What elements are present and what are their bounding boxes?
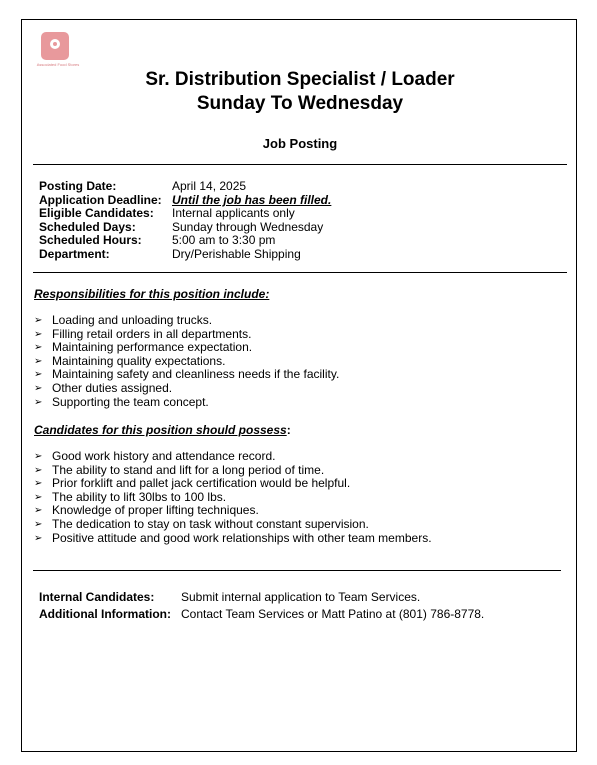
info-value: Internal applicants only: [172, 206, 295, 221]
list-item: [34, 396, 339, 410]
arrow-bullet-icon: ➢: [34, 518, 43, 530]
list-item-text: Knowledge of proper lifting techniques.: [52, 503, 259, 518]
list-item: [34, 314, 339, 328]
info-row: [39, 248, 331, 262]
company-logo: [34, 32, 82, 70]
list-item-text: Positive attitude and good work relationships with other team members.: [52, 530, 432, 545]
info-row: [39, 234, 331, 248]
info-label: Eligible Candidates:: [39, 206, 154, 221]
list-item: [34, 328, 339, 342]
list-item: [34, 450, 432, 464]
contact-label: Internal Candidates:: [39, 590, 155, 604]
info-value-deadline: Until the job has been filled.: [172, 192, 332, 207]
arrow-bullet-icon: ➢: [34, 382, 43, 394]
list-item-text: Loading and unloading trucks.: [52, 313, 213, 327]
list-item-text: Maintaining performance expectation.: [52, 340, 253, 355]
candidates-list: [34, 450, 432, 545]
arrow-bullet-icon: ➢: [34, 396, 43, 408]
posting-info-table: [39, 180, 331, 262]
list-item-text: Maintaining safety and cleanliness needs if the facility.: [52, 367, 340, 382]
arrow-bullet-icon: ➢: [34, 478, 43, 490]
responsibilities-list: [34, 314, 339, 409]
info-value: April 14, 2025: [172, 179, 247, 193]
document-subtitle: Job Posting: [262, 136, 338, 151]
list-item-text: Prior forklift and pallet jack certification would be helpful.: [52, 476, 351, 491]
responsibilities-heading: [34, 287, 269, 301]
info-label: Department:: [39, 246, 110, 261]
logo-mark-icon: [41, 32, 69, 60]
info-row: [39, 194, 331, 208]
contact-info-table: [39, 589, 484, 623]
list-item: [34, 532, 432, 546]
arrow-bullet-icon: ➢: [34, 369, 43, 381]
info-value: Dry/Perishable Shipping: [172, 246, 301, 261]
arrow-bullet-icon: ➢: [34, 355, 43, 367]
list-item-text: Other duties assigned.: [52, 380, 173, 395]
contact-value: Contact Team Services or Matt Patino at (801) 786-8778.: [181, 607, 485, 621]
info-value: 5:00 am to 3:30 pm: [172, 233, 276, 248]
info-row: [39, 180, 331, 194]
candidates-heading-text: Candidates for this position should possess: [34, 423, 287, 437]
list-item-text: The ability to lift 30lbs to 100 lbs.: [52, 489, 227, 504]
list-item: [34, 355, 339, 369]
list-item-text: Maintaining quality expectations.: [52, 353, 226, 368]
info-label: Application Deadline:: [39, 192, 162, 207]
divider-top: [33, 164, 567, 165]
list-item: [34, 464, 432, 478]
arrow-bullet-icon: ➢: [34, 342, 43, 354]
candidates-heading: [34, 423, 291, 437]
document-page: [21, 19, 577, 752]
contact-row: [39, 606, 484, 623]
list-item-text: The ability to stand and lift for a long period of time.: [52, 462, 325, 477]
job-title-line1: Sr. Distribution Specialist / Loader: [145, 69, 455, 90]
responsibilities-heading-text: Responsibilities for this position include:: [34, 287, 270, 301]
list-item: [34, 368, 339, 382]
list-item: [34, 504, 432, 518]
info-label: Scheduled Hours:: [39, 233, 142, 248]
info-row: [39, 221, 331, 235]
list-item-text: Filling retail orders in all departments.: [52, 326, 252, 341]
divider-middle: [33, 272, 567, 273]
arrow-bullet-icon: ➢: [34, 451, 43, 462]
divider-bottom: [33, 570, 561, 571]
job-title-line2: Sunday To Wednesday: [196, 93, 404, 114]
list-item: [34, 477, 432, 491]
info-label: Scheduled Days:: [39, 219, 136, 234]
list-item: [34, 341, 339, 355]
list-item: [34, 491, 432, 505]
arrow-bullet-icon: ➢: [34, 328, 43, 340]
info-label: Posting Date:: [39, 179, 117, 193]
list-item: [34, 382, 339, 396]
list-item-text: Good work history and attendance record.: [52, 449, 276, 463]
arrow-bullet-icon: ➢: [34, 505, 43, 517]
list-item: [34, 518, 432, 532]
arrow-bullet-icon: ➢: [34, 315, 43, 326]
contact-label: Additional Information:: [39, 607, 171, 621]
contact-row: [39, 589, 484, 606]
list-item-text: Supporting the team concept.: [52, 394, 209, 409]
info-value: Sunday through Wednesday: [172, 219, 324, 234]
contact-value: Submit internal application to Team Services.: [181, 590, 421, 604]
arrow-bullet-icon: ➢: [34, 464, 43, 476]
arrow-bullet-icon: ➢: [34, 491, 43, 503]
info-row: [39, 207, 331, 221]
candidates-heading-colon: :: [286, 423, 291, 437]
arrow-bullet-icon: ➢: [34, 532, 43, 544]
logo-caption: Associated Food Stores: [36, 62, 80, 67]
list-item-text: The dedication to stay on task without constant supervision.: [52, 516, 369, 531]
